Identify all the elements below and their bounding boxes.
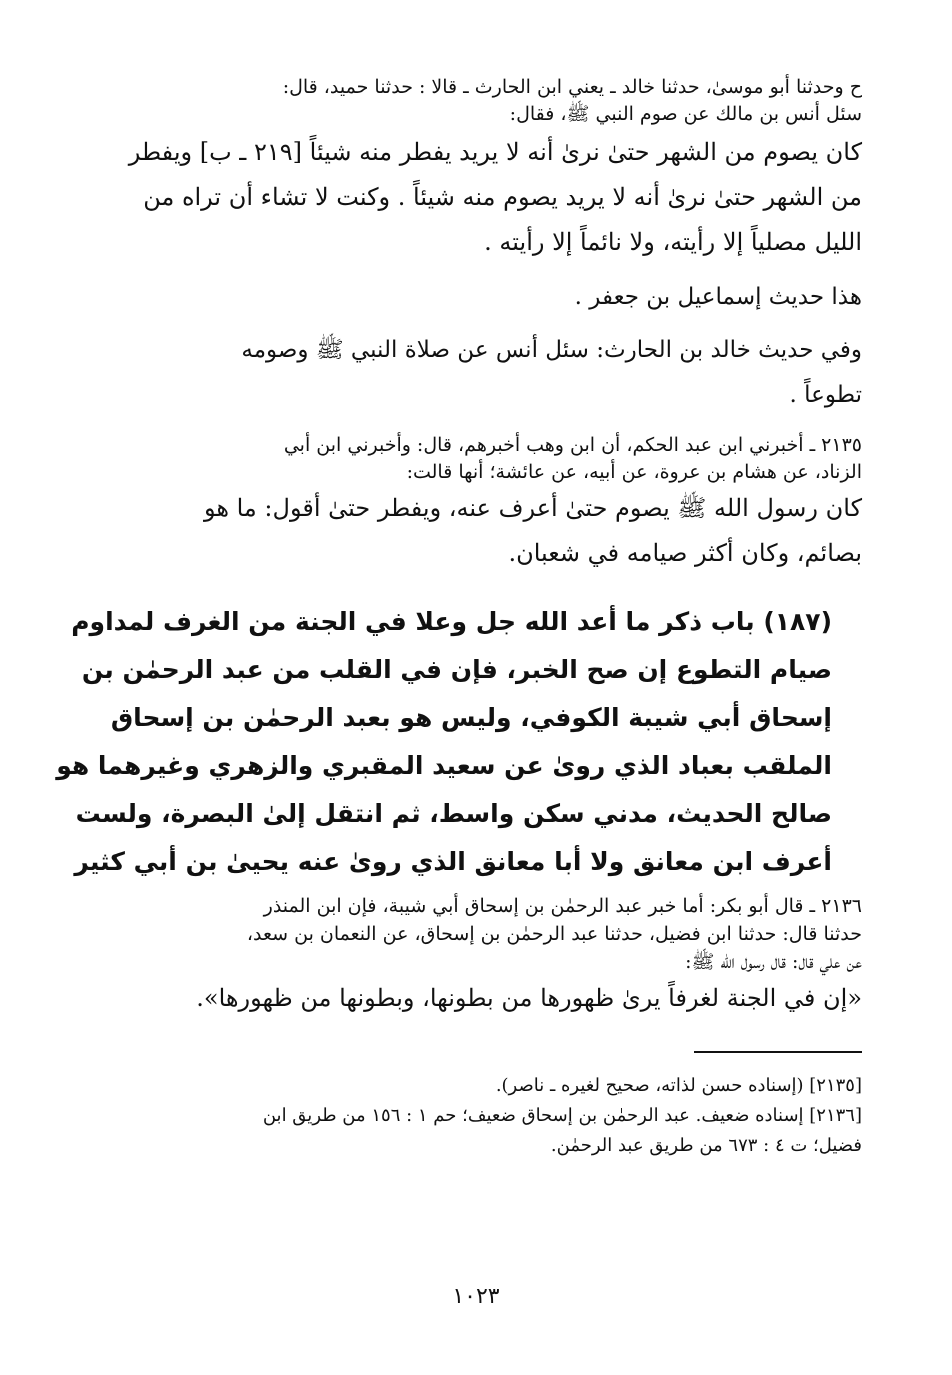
footnotes — [118, 1071, 862, 1161]
isnad-block-1 — [118, 74, 862, 128]
isnad-line: عن علي قال: قال رسول الله ﷺ: — [685, 951, 862, 973]
matn-line: من الشهر حتىٰ نرىٰ أنه لا يريد يصوم منه شيئاً . وكنت لا تشاء أن تراه من — [143, 183, 862, 211]
matn-hadith-2135 — [118, 486, 862, 576]
note-line: هذا حديث إسماعيل بن جعفر . — [574, 284, 862, 310]
isnad-line: ٢١٣٥ ـ أخبرني ابن عبد الحكم، أن ابن وهب أخبرهم، قال: وأخبرني ابن أبي — [283, 434, 862, 456]
narration-note-2 — [118, 328, 862, 418]
isnad-line: سئل أنس بن مالك عن صوم النبي ﷺ، فقال: — [509, 103, 862, 125]
isnad-line: ح وحدثنا أبو موسىٰ، حدثنا خالد ـ يعني ابن الحارث ـ قالا : حدثنا حميد، قال: — [282, 76, 862, 98]
matn-block-1 — [118, 130, 862, 265]
chapter-line: أعرف ابن معانق ولا أبا معانق الذي روىٰ عنه يحيىٰ بن أبي كثير — [74, 847, 832, 876]
matn-line: كان رسول الله ﷺ يصوم حتىٰ أعرف عنه، ويفطر حتىٰ أقول: ما هو — [203, 494, 862, 522]
chapter-line: إسحاق أبي شيبة الكوفي، وليس هو بعبد الرحمٰن بن إسحاق — [110, 703, 832, 732]
chapter-line: (١٨٧) باب ذكر ما أعد الله جل وعلا في الجنة من الغرف لمداوم — [71, 607, 832, 636]
footnote-line: [٢١٣٦] إسناده ضعيف. عبد الرحمٰن بن إسحاق ضعيف؛ حم ١ : ١٥٦ من طريق ابن — [262, 1105, 862, 1126]
matn-line: «إن في الجنة لغرفاً يرىٰ ظهورها من بطونها، وبطونها من ظهورها». — [196, 984, 862, 1012]
isnad-line: الزناد، عن هشام بن عروة، عن أبيه، عن عائشة؛ أنها قالت: — [406, 461, 862, 483]
page-body — [56, 68, 862, 1161]
isnad-hadith-2136 — [118, 892, 862, 976]
isnad-hadith-2135 — [118, 432, 862, 486]
footnote-separator — [694, 1051, 862, 1053]
isnad-line: حدثنا قال: حدثنا ابن فضيل، حدثنا عبد الرحمٰن بن إسحاق، عن النعمان بن سعد، — [246, 923, 862, 945]
chapter-line: صيام التطوع إن صح الخبر، فإن في القلب من عبد الرحمٰن بن — [81, 655, 832, 684]
matn-line: بصائم، وكان أكثر صيامه في شعبان. — [508, 539, 862, 567]
narration-note-1 — [118, 275, 862, 320]
matn-hadith-2136 — [118, 976, 862, 1021]
matn-line: الليل مصلياً إلا رأيته، ولا نائماً إلا رأيته . — [484, 228, 862, 256]
chapter-line: صالح الحديث، مدني سكن واسط، ثم انتقل إلىٰ البصرة، ولست — [75, 799, 832, 828]
note-line: وفي حديث خالد بن الحارث: سئل أنس عن صلاة النبي ﷺ وصومه — [241, 337, 862, 363]
page-number: ١٠٢٣ — [452, 1284, 500, 1309]
footnote-line: فضيل؛ ت ٤ : ٦٧٣ من طريق عبد الرحمٰن. — [550, 1135, 862, 1156]
isnad-line: ٢١٣٦ ـ قال أبو بكر: أما خبر عبد الرحمٰن بن إسحاق أبي شيبة، فإن ابن المنذر — [263, 895, 862, 917]
chapter-line: الملقب بعباد الذي روىٰ عن سعيد المقبري والزهري وغيرهما هو — [56, 751, 832, 780]
note-line: تطوعاً . — [789, 382, 862, 408]
chapter-heading — [56, 598, 862, 886]
footnote-line: [٢١٣٥] (إسناده حسن لذاته، صحيح لغيره ـ ناصر). — [495, 1075, 862, 1096]
matn-line: كان يصوم من الشهر حتىٰ نرىٰ أنه لا يريد يفطر منه شيئاً [٢١٩ ـ ب] ويفطر — [128, 138, 862, 166]
